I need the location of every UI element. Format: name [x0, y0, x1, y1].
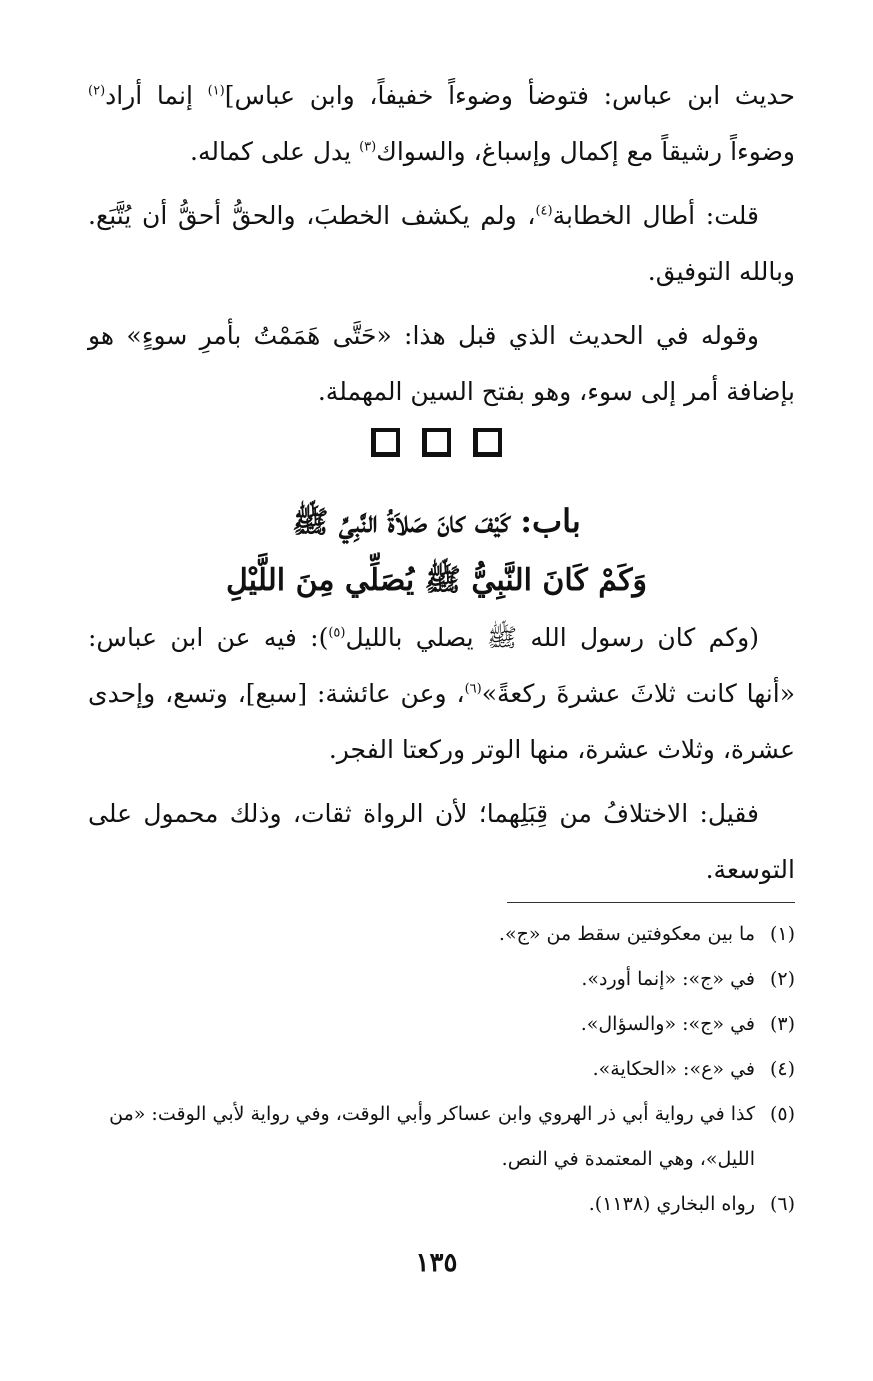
paragraph-text: وضوءاً رشيقاً مع إكمال وإسباغ، والسواك [376, 137, 795, 166]
paragraph-text: ، وعن عائشة: [سبع]، وتسع، وإحدى عشرة، وثلاث عشرة، منها الوتر وركعتا الفجر. [88, 679, 795, 764]
footnote [88, 912, 795, 957]
chapter-title-text: كَيْفَ كانَ صَلاَةُ النَّبِيِّ ﷺ [292, 505, 510, 540]
footnote-divider [507, 902, 795, 903]
footnote-number: (٦) [769, 1193, 795, 1215]
footnotes [88, 912, 795, 1227]
footnote [88, 1047, 795, 1092]
chapter-heading-line-1 [80, 492, 793, 552]
footnote-number: (٤) [769, 1058, 795, 1080]
footnote-marker: (٥) [328, 625, 346, 641]
paragraph [88, 68, 795, 180]
footnote-text: في «ج»: «إنما أورد». [581, 968, 755, 990]
paragraph [88, 188, 795, 300]
paragraph-text: فقيل: الاختلافُ من قِبَلِهما؛ لأن الرواة ثقات، وذلك محمول على التوسعة. [88, 799, 795, 884]
chapter-heading [80, 492, 793, 610]
footnote [88, 957, 795, 1002]
footnote-number: (٣) [769, 1013, 795, 1035]
footnote-text: في «ج»: «والسؤال». [580, 1013, 755, 1035]
footnote [88, 1092, 795, 1182]
paragraph-text: إنما أراد [105, 81, 208, 110]
footnote-number: (٥) [769, 1103, 795, 1125]
section-separator [0, 428, 873, 457]
square-ornament-icon [422, 428, 451, 457]
page-number: ١٣٥ [415, 1248, 458, 1278]
footnote [88, 1002, 795, 1047]
paragraph [88, 308, 795, 420]
main-text-bottom [88, 610, 795, 906]
square-ornament-icon [473, 428, 502, 457]
paragraph-text: يدل على كماله. [190, 137, 360, 166]
footnote-text: في «ع»: «الحكاية». [592, 1058, 755, 1080]
paragraph-text: ): فيه عن ابن عباس: «أنها كانت ثلاثَ عشرةَ ركعةً» [88, 623, 795, 708]
paragraph-text: ، ولم يكشف الخطبَ، والحقُّ أحقُّ أن يُتَّبَع. وبالله التوفيق. [88, 201, 795, 286]
footnote-text: ما بين معكوفتين سقط من «ج». [498, 923, 755, 945]
footnote-marker: (٤) [535, 203, 553, 219]
paragraph-text: وقوله في الحديث الذي قبل هذا: «حَتَّى هَمَمْتُ بأمرِ سوءٍ» هو بإضافة أمر إلى سوء، وهو بفتح السين المهملة. [88, 321, 795, 406]
footnote-marker: (١) [207, 83, 225, 99]
chapter-label: باب: [520, 502, 581, 540]
paragraph [88, 786, 795, 898]
footnote-marker: (٦) [464, 681, 482, 697]
footnote-text: رواه البخاري (١١٣٨). [588, 1193, 755, 1215]
paragraph [88, 610, 795, 778]
footnote-text: كذا في رواية أبي ذر الهروي وابن عساكر وأبي الوقت، وفي رواية لأبي الوقت: «من الليل»، وهي المعتمدة في النص. [109, 1103, 755, 1170]
main-text-top [88, 68, 795, 428]
footnote-number: (٢) [769, 968, 795, 990]
footnote-marker: (٣) [359, 139, 377, 155]
footnote-number: (١) [769, 923, 795, 945]
paragraph-text: قلت: أطال الخطابة [552, 201, 759, 230]
footnote [88, 1182, 795, 1227]
paragraph-text: حديث ابن عباس: فتوضأ وضوءاً خفيفاً، وابن عباس] [224, 81, 796, 110]
paragraph-text: (وكم كان رسول الله ﷺ يصلي بالليل [345, 623, 760, 652]
chapter-heading-line-2: وَكَمْ كَانَ النَّبِيُّ ﷺ يُصَلِّي مِنَ اللَّيْلِ [225, 563, 648, 598]
square-ornament-icon [371, 428, 400, 457]
footnote-marker: (٢) [88, 83, 106, 99]
